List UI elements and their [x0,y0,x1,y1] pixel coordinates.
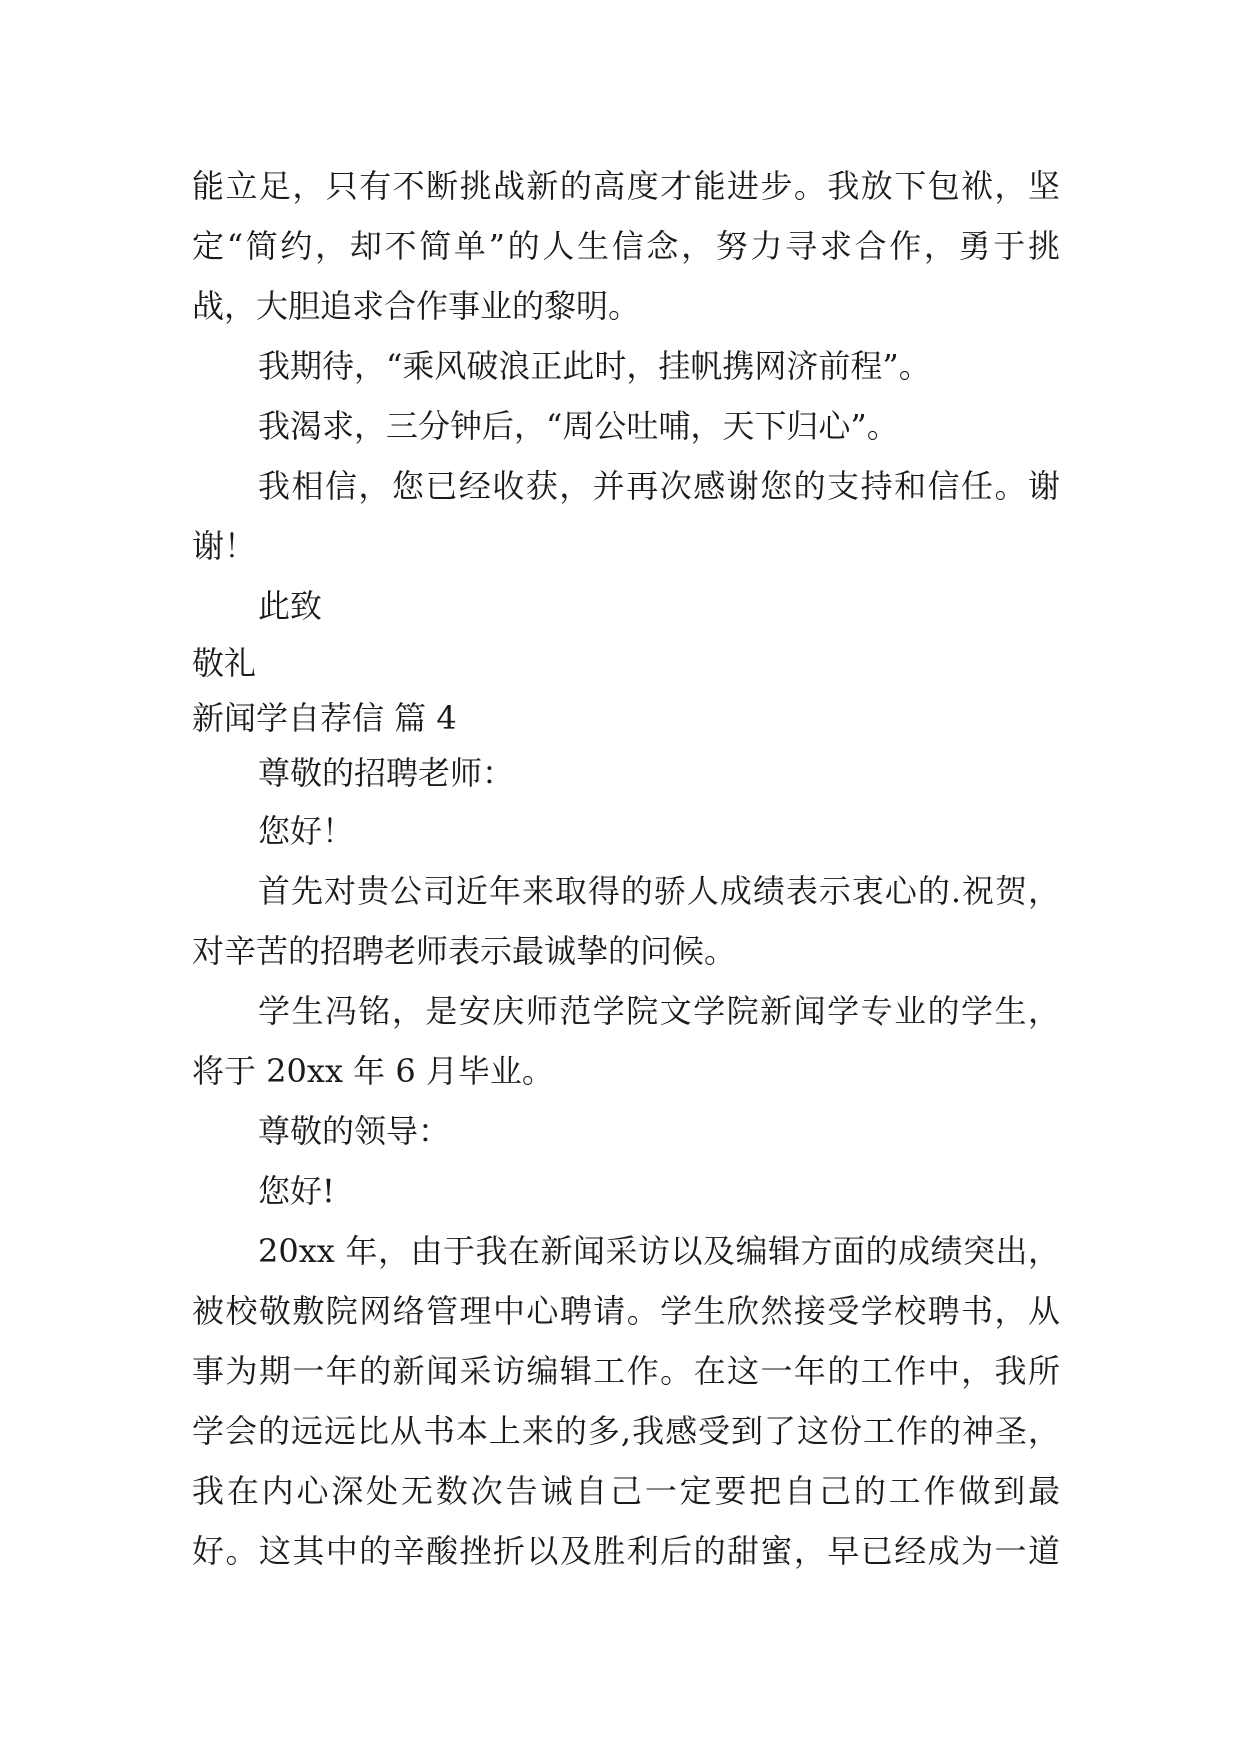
paragraph-line: 好。这其中的辛酸挫折以及胜利后的甜蜜，早已经成为一道 [192,1532,1060,1570]
paragraph-line: 我在内心深处无数次告诫自己一定要把自己的工作做到最 [192,1472,1060,1510]
paragraph-line: 首先对贵公司近年来取得的骄人成绩表示衷心的.祝贺， [258,872,1060,910]
letter-greeting: 您好！ [258,812,355,850]
letter-greeting: 尊敬的招聘老师： [258,754,515,792]
paragraph-line: 谢！ [192,527,257,565]
paragraph-line: 定“简约，却不简单”的人生信念，努力寻求合作，勇于挑 [192,227,1060,265]
paragraph-line: 我相信，您已经收获，并再次感谢您的支持和信任。谢 [258,467,1060,505]
document-body [192,156,1060,1581]
paragraph-line: 对辛苦的招聘老师表示最诚挚的问候。 [192,932,737,970]
paragraph-line: 我期待，“乘风破浪正此时，挂帆携网济前程”。 [258,347,931,385]
paragraph-line: 能立足，只有不断挑战新的高度才能进步。我放下包袱，坚 [192,167,1060,205]
section-heading: 新闻学自荐信 篇 4 [192,699,457,737]
paragraph-line: 我渴求，三分钟后，“周公吐哺，天下归心”。 [258,407,899,445]
paragraph-line: 将于 20xx 年 6 月毕业。 [192,1052,554,1090]
paragraph-line: 事为期一年的新闻采访编辑工作。在这一年的工作中，我所 [192,1352,1060,1390]
letter-greeting: 您好! [258,1172,335,1210]
paragraph-line: 战，大胆追求合作事业的黎明。 [192,287,641,325]
closing-salutation: 此致 [258,587,323,625]
paragraph-line: 学生冯铭，是安庆师范学院文学院新闻学专业的学生， [258,992,1060,1030]
letter-greeting: 尊敬的领导： [258,1112,451,1150]
paragraph-line: 学会的远远比从书本上来的多,我感受到了这份工作的神圣， [192,1412,1060,1450]
paragraph-line: 被校敬敷院网络管理中心聘请。学生欣然接受学校聘书，从 [192,1292,1060,1330]
closing-regards: 敬礼 [192,644,257,682]
paragraph-line: 20xx 年，由于我在新闻采访以及编辑方面的成绩突出， [258,1232,1060,1270]
